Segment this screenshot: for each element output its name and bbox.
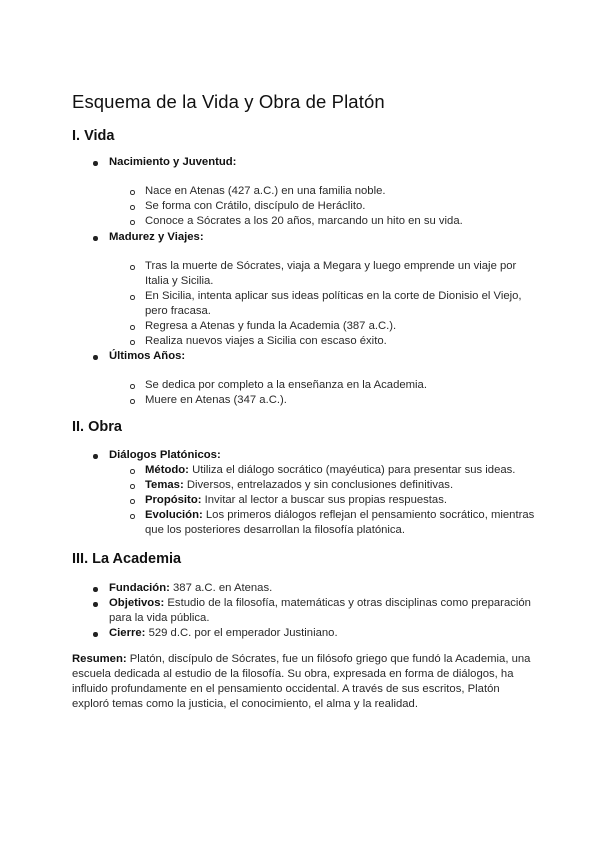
list-item: Fundación: 387 a.C. en Atenas. [109,582,273,594]
subheading-nacimiento: Nacimiento y Juventud: [109,156,237,168]
list-item: Evolución: Los primeros diálogos reflejan el pensamiento socrático, mientras [145,509,535,521]
section-heading-academia: III. La Academia [72,551,182,567]
circle-bullet-icon [130,325,135,330]
bullet-icon [93,454,98,459]
list-item: Temas: Diversos, entrelazados y sin conclusiones definitivas. [145,479,454,491]
circle-bullet-icon [130,265,135,270]
section-heading-vida: I. Vida [72,128,115,144]
list-item: Método: Utiliza el diálogo socrático (mayéutica) para presentar sus ideas. [145,464,516,476]
circle-bullet-icon [130,469,135,474]
list-item: Conoce a Sócrates a los 20 años, marcando un hito en su vida. [145,215,463,227]
list-item-continuation: que los posteriores desarrollan la filosofía platónica. [145,524,405,536]
list-item: Regresa a Atenas y funda la Academia (387 a.C.). [145,320,397,332]
list-item: Cierre: 529 d.C. por el emperador Justiniano. [109,627,338,639]
circle-bullet-icon [130,205,135,210]
subheading-dialogos: Diálogos Platónicos: [109,449,221,461]
list-item-continuation: Italia y Sicilia. [145,275,214,287]
list-item: Propósito: Invitar al lector a buscar sus propias respuestas. [145,494,447,506]
subheading-madurez: Madurez y Viajes: [109,231,204,243]
bullet-icon [93,587,98,592]
list-item: Realiza nuevos viajes a Sicilia con escaso éxito. [145,335,387,347]
bullet-icon [93,161,98,166]
summary-line: exploró temas como la justicia, el conocimiento, el alma y la realidad. [72,698,418,710]
circle-bullet-icon [130,190,135,195]
bullet-icon [93,602,98,607]
circle-bullet-icon [130,340,135,345]
circle-bullet-icon [130,499,135,504]
summary-line: influido profundamente en el pensamiento occidental. A través de sus escritos, Platón [72,683,500,695]
circle-bullet-icon [130,399,135,404]
circle-bullet-icon [130,384,135,389]
page-title: Esquema de la Vida y Obra de Platón [72,91,385,112]
list-item: En Sicilia, intenta aplicar sus ideas políticas en la corte de Dionisio el Viejo, [145,290,522,302]
list-item: Se forma con Crátilo, discípulo de Heráclito. [145,200,366,212]
bullet-icon [93,632,98,637]
section-heading-obra: II. Obra [72,419,122,435]
list-item: Objetivos: Estudio de la filosofía, matemáticas y otras disciplinas como preparación [109,597,531,609]
list-item: Tras la muerte de Sócrates, viaja a Megara y luego emprende un viaje por [145,260,517,272]
circle-bullet-icon [130,514,135,519]
summary-paragraph: Resumen: Platón, discípulo de Sócrates, fue un filósofo griego que fundó la Academia, una [72,653,531,665]
bullet-icon [93,355,98,360]
list-item-continuation: pero fracasa. [145,305,211,317]
list-item: Muere en Atenas (347 a.C.). [145,394,287,406]
subheading-ultimos: Últimos Años: [109,350,186,362]
circle-bullet-icon [130,295,135,300]
circle-bullet-icon [130,484,135,489]
summary-line: escuela dedicada al estudio de la filosofía. Su obra, expresada en forma de diálogos, ha [72,668,514,680]
bullet-icon [93,236,98,241]
list-item: Nace en Atenas (427 a.C.) en una familia noble. [145,185,386,197]
circle-bullet-icon [130,220,135,225]
list-item: Se dedica por completo a la enseñanza en la Academia. [145,379,427,391]
list-item-continuation: para la vida pública. [109,612,210,624]
